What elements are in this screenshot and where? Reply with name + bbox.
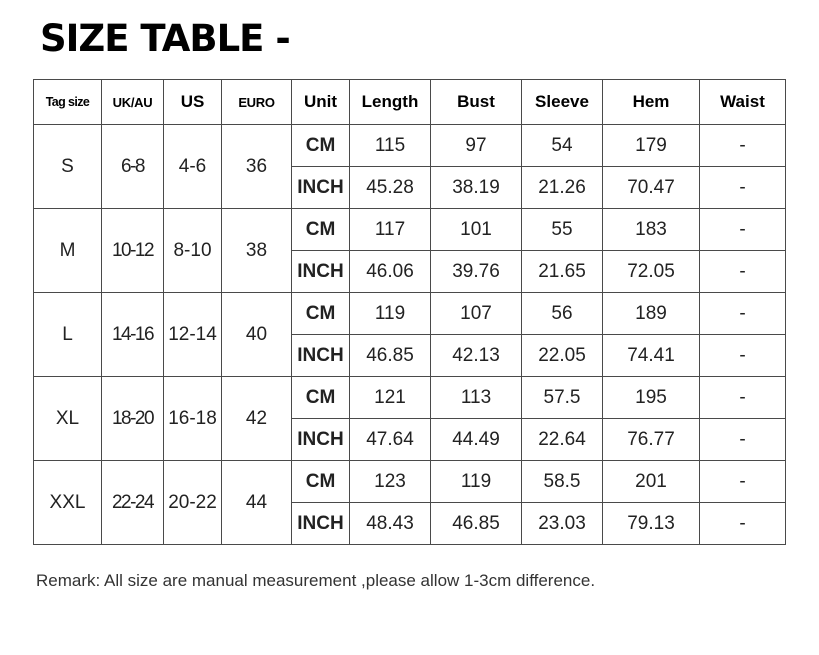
waist-cell: - [700,335,786,377]
header-tag-size: Tag size [34,80,102,125]
waist-cell: - [700,251,786,293]
unit-cell: CM [292,377,350,419]
length-cell: 123 [350,461,431,503]
waist-cell: - [700,503,786,545]
sleeve-cell: 58.5 [522,461,603,503]
length-cell: 115 [350,125,431,167]
sleeve-cell: 54 [522,125,603,167]
waist-cell: - [700,167,786,209]
euro-cell: 36 [222,125,292,209]
unit-cell: INCH [292,335,350,377]
uk-au-cell: 18-20 [102,377,164,461]
unit-cell: INCH [292,503,350,545]
length-cell: 48.43 [350,503,431,545]
uk-au-cell: 22-24 [102,461,164,545]
sleeve-cell: 21.26 [522,167,603,209]
waist-cell: - [700,461,786,503]
sleeve-cell: 56 [522,293,603,335]
sleeve-cell: 55 [522,209,603,251]
hem-cell: 76.77 [603,419,700,461]
unit-cell: CM [292,125,350,167]
length-cell: 45.28 [350,167,431,209]
sleeve-cell: 22.64 [522,419,603,461]
length-cell: 47.64 [350,419,431,461]
us-cell: 20-22 [164,461,222,545]
unit-cell: CM [292,209,350,251]
waist-cell: - [700,293,786,335]
length-cell: 117 [350,209,431,251]
euro-cell: 44 [222,461,292,545]
bust-cell: 38.19 [431,167,522,209]
bust-cell: 113 [431,377,522,419]
uk-au-cell: 10-12 [102,209,164,293]
hem-cell: 183 [603,209,700,251]
header-length: Length [350,80,431,125]
sleeve-cell: 57.5 [522,377,603,419]
unit-cell: CM [292,461,350,503]
sleeve-cell: 23.03 [522,503,603,545]
hem-cell: 189 [603,293,700,335]
header-euro: EURO [222,80,292,125]
bust-cell: 39.76 [431,251,522,293]
sleeve-cell: 22.05 [522,335,603,377]
hem-cell: 70.47 [603,167,700,209]
tag-size-cell: S [34,125,102,209]
length-cell: 46.06 [350,251,431,293]
remark-note: Remark: All size are manual measurement ,please allow 1-3cm difference. [36,571,596,590]
bust-cell: 97 [431,125,522,167]
table-row [34,461,786,503]
header-waist: Waist [700,80,786,125]
us-cell: 12-14 [164,293,222,377]
bust-cell: 101 [431,209,522,251]
us-cell: 16-18 [164,377,222,461]
bust-cell: 119 [431,461,522,503]
header-uk-au: UK/AU [102,80,164,125]
waist-cell: - [700,419,786,461]
euro-cell: 42 [222,377,292,461]
unit-cell: INCH [292,419,350,461]
unit-cell: INCH [292,251,350,293]
euro-cell: 38 [222,209,292,293]
waist-cell: - [700,125,786,167]
bust-cell: 42.13 [431,335,522,377]
bust-cell: 107 [431,293,522,335]
length-cell: 121 [350,377,431,419]
page-title: SIZE TABLE - [40,17,290,60]
hem-cell: 179 [603,125,700,167]
tag-size-cell: XXL [34,461,102,545]
euro-cell: 40 [222,293,292,377]
hem-cell: 201 [603,461,700,503]
length-cell: 46.85 [350,335,431,377]
header-bust: Bust [431,80,522,125]
tag-size-cell: L [34,293,102,377]
tag-size-cell: M [34,209,102,293]
table-row [34,125,786,167]
hem-cell: 195 [603,377,700,419]
header-unit: Unit [292,80,350,125]
sleeve-cell: 21.65 [522,251,603,293]
length-cell: 119 [350,293,431,335]
header-hem: Hem [603,80,700,125]
hem-cell: 79.13 [603,503,700,545]
bust-cell: 44.49 [431,419,522,461]
bust-cell: 46.85 [431,503,522,545]
tag-size-cell: XL [34,377,102,461]
header-row [34,80,786,125]
uk-au-cell: 6-8 [102,125,164,209]
unit-cell: INCH [292,167,350,209]
header-us: US [164,80,222,125]
waist-cell: - [700,377,786,419]
table-row [34,209,786,251]
hem-cell: 74.41 [603,335,700,377]
uk-au-cell: 14-16 [102,293,164,377]
header-sleeve: Sleeve [522,80,603,125]
hem-cell: 72.05 [603,251,700,293]
unit-cell: CM [292,293,350,335]
us-cell: 4-6 [164,125,222,209]
us-cell: 8-10 [164,209,222,293]
table-row [34,377,786,419]
waist-cell: - [700,209,786,251]
table-row [34,293,786,335]
size-table [33,79,786,545]
